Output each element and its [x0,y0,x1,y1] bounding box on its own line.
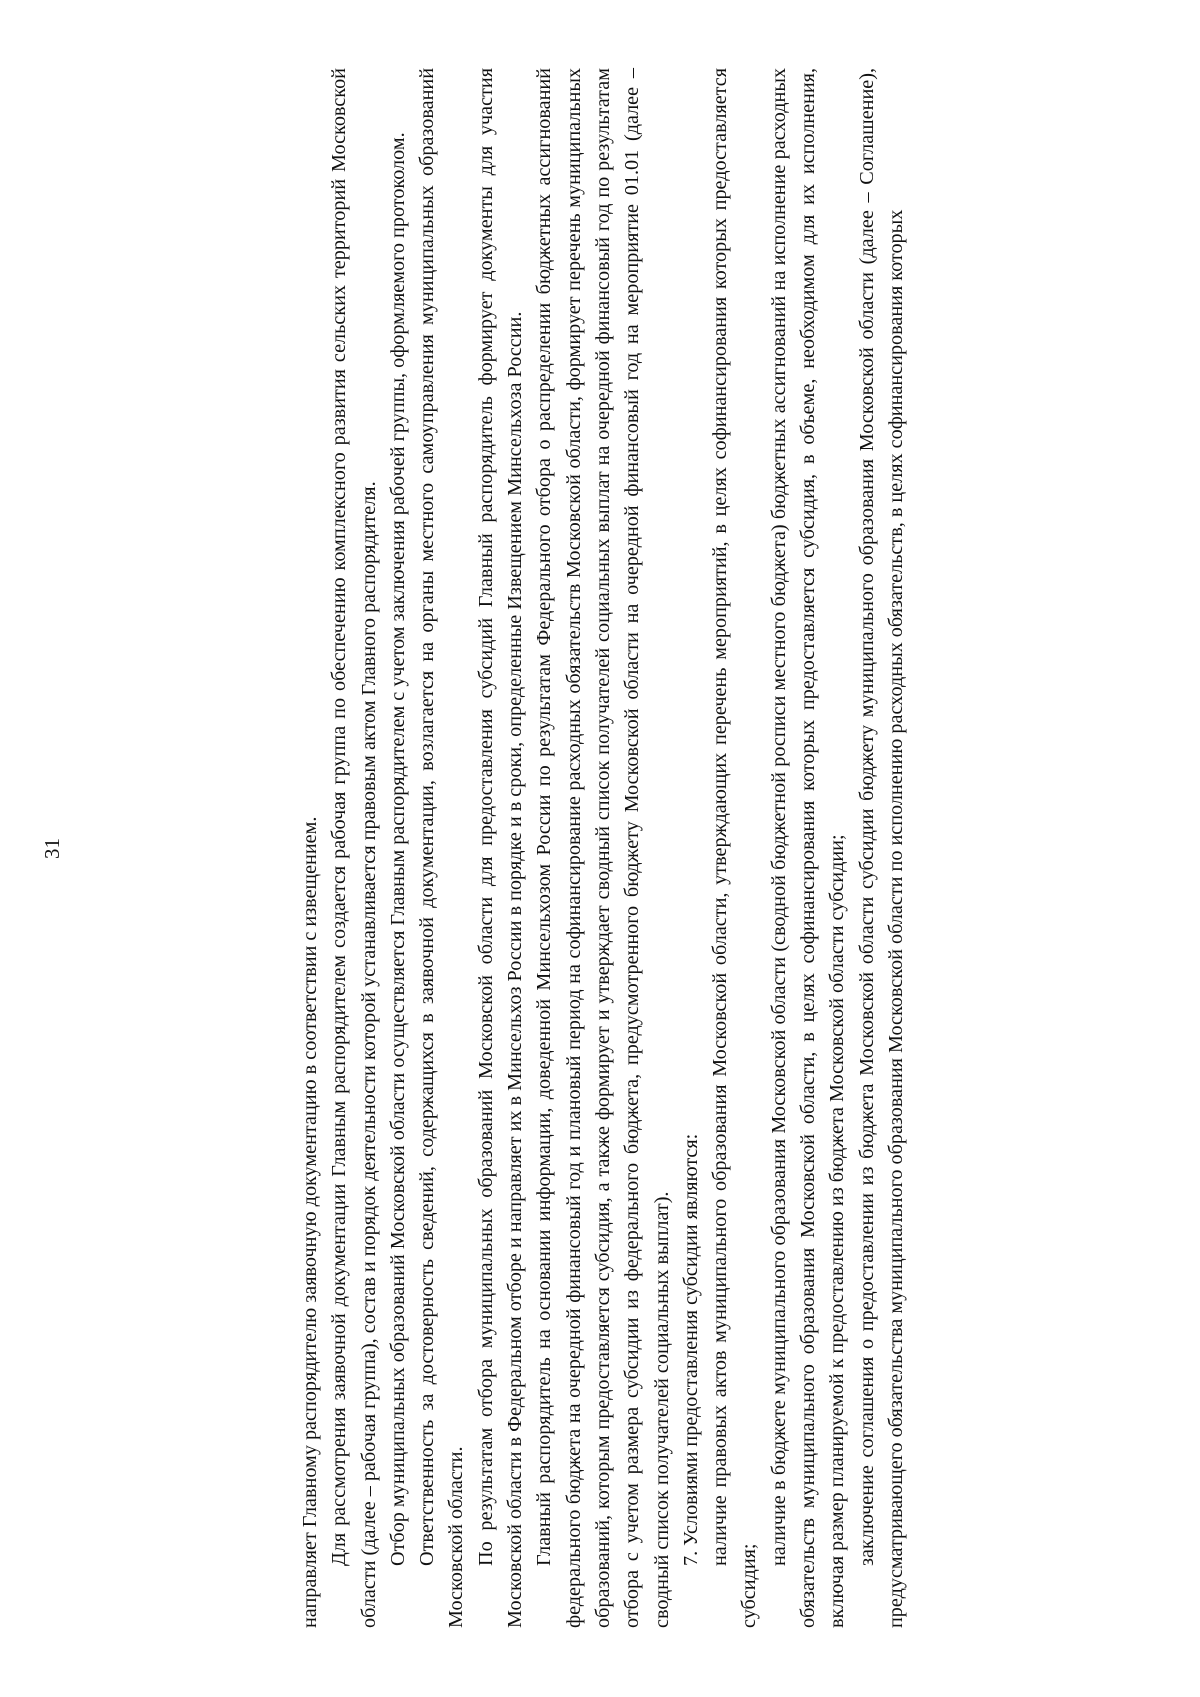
paragraph: Ответственность за достоверность сведений, содержащихся в заявочной документации, возлагается на органы местного самоуправления муниципальных образований Московской области. [416,68,468,1628]
document-text [296,68,911,1628]
paragraph: направляет Главному распорядителю заявочную документацию в соответствии с извещением. [299,816,321,1628]
page-number: 31 [40,838,64,859]
section-heading: 7. Условиями предоставления субсидии являются: [679,1133,702,1566]
paragraph: Для рассмотрения заявочной документации Главным распорядителем создается рабочая группа по обеспечению комплексного развития сельских территорий Московской области (далее – рабочая группа), состав и порядок деятельности которой устанавливается правовым актом Главного распорядителя. [328,68,380,1628]
paragraph: наличие в бюджете муниципального образования Московской области (сводной бюджетной росписи местного бюджета) бюджетных ассигнований на исполнение расходных обязательств муниципального образования Московской области, в целях софинансирования которых предоставляется субсидия, в объеме, необходимом для их исполнения, включая размер планируемой к предоставлению из бюджета Московской области субсидии; [767,68,849,1628]
document-body [296,68,1016,1628]
paragraph: Отбор муниципальных образований Московской области осуществляется Главным распорядителем с учетом заключения рабочей группы, оформляемого протоколом. [386,132,409,1566]
paragraph: По результатам отбора муниципальных образований Московской области для предоставления субсидий Главный распорядитель формирует документы для участия Московской области в Федеральном отборе и направляет их в Минсельхоз России в порядке и в сроки, определенные Извещением Минсельхоза России. [474,68,527,1628]
paragraph: Главный распорядитель на основании информации, доведенной Минсельхозом России по результатам Федерального отбора о распределении бюджетных ассигнований федерального бюджета на очередной финансовый год и плановый период на софинансирование расходных обязательств Московской области, формирует перечень муниципальных образований, которым предоставляется субсидия, а также формирует и утверждает сводный список получателей социальных выплат на очередной финансовый год по результатам отбора с учетом размера субсидии из федерального бюджета, предусмотренного бюджету Московской области на очередной финансовый год на мероприятие 01.01 (далее – сводный список получателей социальных выплат). [533,68,673,1628]
paragraph: заключение соглашения о предоставлении из бюджета Московской области субсидии бюджету муниципального образования Московской области (далее – Соглашение), предусматривающего обязательства муниципального образования Московской области по исполнению расходных обязательств, в целях софинансирования которых [855,68,907,1628]
paragraph: наличие правовых актов муниципального образования Московской области, утверждающих перечень мероприятий, в целях софинансирования которых предоставляется субсидия; [709,68,761,1628]
